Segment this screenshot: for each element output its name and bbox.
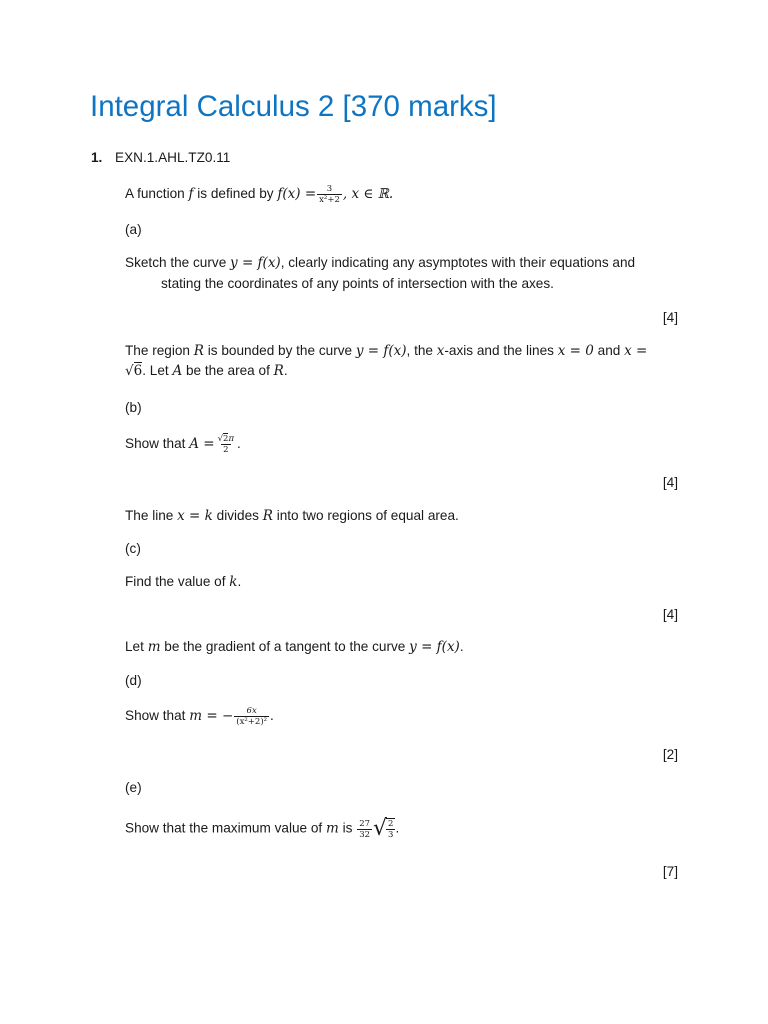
function-lhs: f(x) = xyxy=(277,186,317,203)
intro-text-mid: is defined by xyxy=(197,186,274,202)
part-d-marks: [2] xyxy=(662,747,678,762)
part-a-line1: Sketch the curve y = f(x), clearly indicating any asymptotes with their equations and xyxy=(125,255,636,271)
part-a-marks: [4] xyxy=(662,310,678,325)
question-reference: EXN.1.AHL.TZ0.11 xyxy=(115,150,231,165)
part-b-marks: [4] xyxy=(662,475,678,490)
max-value-fraction: $\frac{27}{32}$ xyxy=(359,818,371,840)
question-number: 1. xyxy=(91,150,103,165)
part-e-label: (e) xyxy=(125,780,142,795)
region-description: The region R is bounded by the curve y = f(x), the x-axis and the lines x = 0 and x = √6. Let A be the area of R. xyxy=(125,343,648,379)
part-e-statement: Show that the maximum value of m is $\frac{27}{32}$ √ $\frac{2}{3}$ . xyxy=(125,816,400,841)
function-fraction: $\frac{3}{\text{x²+2}}$ xyxy=(319,184,340,205)
part-c-marks: [4] xyxy=(662,607,678,622)
gradient-fraction: $\frac{6x}{\text{(x²+2)²}}$ xyxy=(236,706,268,727)
max-value-sqrt: √ $\frac{2}{3}$ xyxy=(373,816,394,841)
area-fraction: $\frac{√2\pi}{2}$ xyxy=(217,434,235,455)
part-a-label: (a) xyxy=(125,222,142,237)
divide-description: The line x = k divides R into two regions of equal area. xyxy=(125,508,459,524)
part-c-label: (c) xyxy=(125,541,141,556)
curve-equation: y = f(x) xyxy=(230,255,281,271)
gradient-description: Let m be the gradient of a tangent to the curve y = f(x). xyxy=(125,639,464,655)
part-b-statement: Show that A = $\frac{√2\pi}{2}$ . xyxy=(125,434,241,455)
part-a-line2: stating the coordinates of any points of intersection with the axes. xyxy=(161,276,554,291)
question-intro xyxy=(125,184,393,205)
part-c-statement: Find the value of k. xyxy=(125,574,242,590)
part-d-label: (d) xyxy=(125,673,142,688)
part-e-marks: [7] xyxy=(662,864,678,879)
page-title: Integral Calculus 2 [370 marks] xyxy=(90,90,497,123)
function-name: f xyxy=(188,186,194,203)
part-b-label: (b) xyxy=(125,400,142,415)
function-domain: , x ∈ ℝ. xyxy=(342,186,394,203)
sqrt-six: 6 xyxy=(133,363,143,379)
part-d-statement: Show that m = − $\frac{6x}{\text{(x²+2)²}}$ . xyxy=(125,706,274,727)
intro-text: A function xyxy=(125,186,185,202)
